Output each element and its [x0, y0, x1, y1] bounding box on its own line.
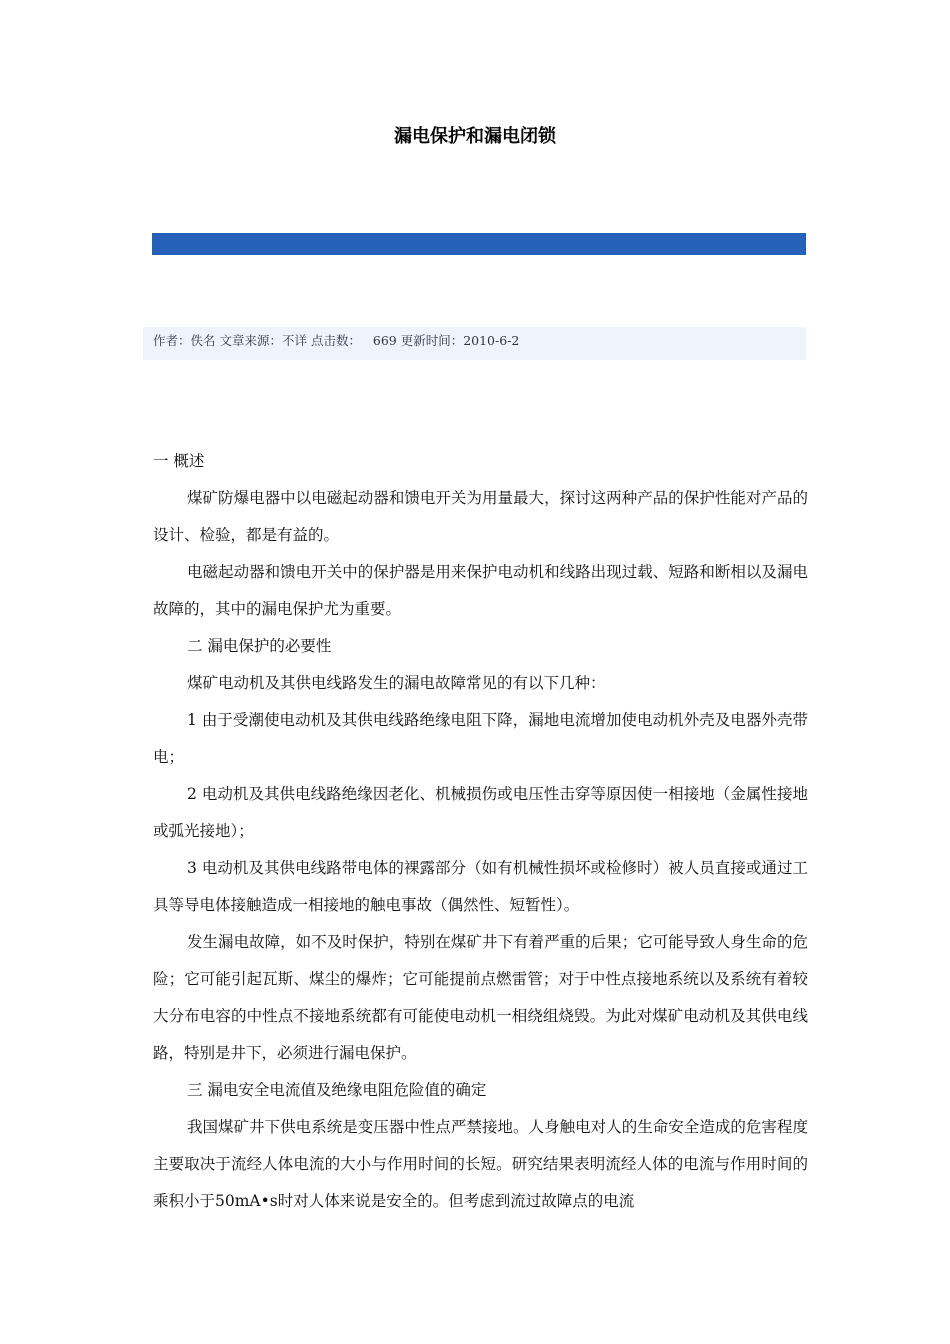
article-body	[153, 443, 808, 1220]
page-title: 漏电保护和漏电闭锁	[394, 126, 556, 147]
section-heading-safety-values: 三 漏电安全电流值及绝缘电阻危险值的确定	[187, 1081, 487, 1099]
list-item: 1 由于受潮使电动机及其供电线路绝缘电阻下降，漏地电流增加使电动机外壳及电器外壳带电；	[153, 711, 808, 766]
list-item: 3 电动机及其供电线路带电体的裸露部分（如有机械性损坏或检修时）被人员直接或通过工具等导电体接触造成一相接地的触电事故（偶然性、短暂性）。	[153, 859, 808, 914]
paragraph: 发生漏电故障，如不及时保护，特别在煤矿井下有着严重的后果；它可能导致人身生命的危险；它可能引起瓦斯、煤尘的爆炸；它可能提前点燃雷管；对于中性点接地系统以及系统有着较大分布电容的中性点不接地系统都有可能使电动机一相绕组烧毁。为此对煤矿电动机及其供电线路，特别是井下，必须进行漏电保护。	[153, 933, 808, 1062]
list-item: 2 电动机及其供电线路绝缘因老化、机械损伤或电压性击穿等原因使一相接地（金属性接地或弧光接地）；	[153, 785, 808, 840]
section-heading-necessity: 二 漏电保护的必要性	[187, 637, 332, 655]
paragraph: 煤矿防爆电器中以电磁起动器和馈电开关为用量最大，探讨这两种产品的保护性能对产品的设计、检验，都是有益的。	[153, 489, 808, 544]
title-divider-bar	[152, 233, 806, 255]
paragraph: 电磁起动器和馈电开关中的保护器是用来保护电动机和线路出现过载、短路和断相以及漏电故障的，其中的漏电保护尤为重要。	[153, 563, 808, 618]
article-meta: 作者：佚名 文章来源：不详 点击数： 669 更新时间：2010-6-2	[153, 333, 520, 348]
paragraph: 我国煤矿井下供电系统是变压器中性点严禁接地。人身触电对人的生命安全造成的危害程度主要取决于流经人体电流的大小与作用时间的长短。研究结果表明流经人体的电流与作用时间的乘积小于50mA•s时对人体来说是安全的。但考虑到流过故障点的电流	[153, 1118, 808, 1210]
paragraph: 煤矿电动机及其供电线路发生的漏电故障常见的有以下几种：	[187, 674, 606, 692]
section-heading-overview: 一 概述	[153, 452, 205, 470]
